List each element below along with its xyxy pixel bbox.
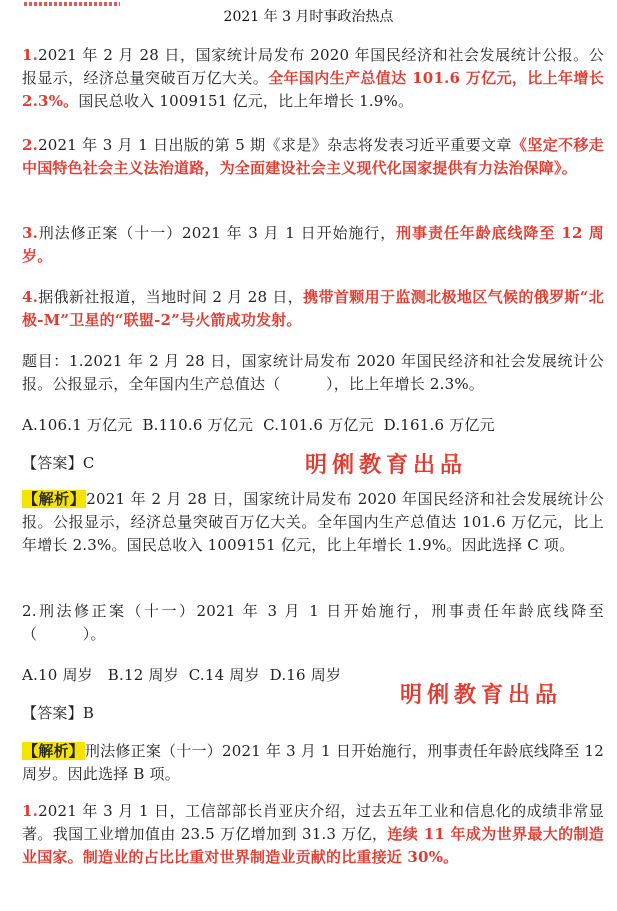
answer-value: B — [82, 704, 95, 722]
question-2-answer — [22, 702, 604, 725]
answer-value: C — [82, 454, 95, 472]
item-text: 2021 年 3 月 1 日，工信部部长肖亚庆介绍，过去五年工业和信息化的成绩非常显著。我国工业增加值由 23.5 万亿增加到 31.3 万亿， — [22, 802, 604, 843]
item-text-tail: 国民总收入 1009151 亿元，比上年增长 1.9%。 — [78, 92, 414, 110]
item-number: 2. — [22, 136, 39, 154]
question-2-analysis — [22, 740, 604, 786]
analysis-text: 2021 年 2 月 28 日，国家统计局发布 2020 年国民经济和社会发展统计公报。公报显示，经济总量突破百万亿大关。全年国内生产总值达 101.6 万亿元，比上年增长 2.3%。国民总收入 1009151 亿元，比上年增长 1.9%。因此选择 C 项。 — [22, 490, 604, 554]
question-1-analysis — [22, 488, 604, 557]
answer-label: 【答案】 — [22, 454, 83, 472]
question-1-stem: 题目：1.2021 年 2 月 28 日，国家统计局发布 2020 年国民经济和社会发展统计公报。公报显示，全年国内生产总值达（ ），比上年增长 2.3%。 — [22, 352, 604, 393]
analysis-label: 【解析】 — [23, 742, 84, 760]
analysis-text: 刑法修正案（十一）2021 年 3 月 1 日开始施行，刑事责任年龄底线降至 12 周岁。因此选择 B 项。 — [22, 742, 604, 783]
item-text: 刑法修正案（十一）2021 年 3 月 1 日开始施行， — [38, 224, 397, 242]
news-item-5 — [22, 800, 604, 869]
item-highlight: 全年国内生产总值达 101.6 万亿元，比上年增长 2.3%。 — [22, 69, 605, 110]
item-highlight: 携带首颗用于监测北极地区气候的俄罗斯“北极-M”卫星的“联盟-2”号火箭成功发射。 — [22, 288, 604, 329]
item-text: 2021 年 3 月 1 日出版的第 5 期《求是》杂志将发表习近平重要文章 — [38, 136, 512, 154]
question-2-options: A.10 周岁 B.12 周岁 C.14 周岁 D.16 周岁 — [22, 666, 342, 684]
news-item-4 — [22, 286, 604, 332]
page-title: 2021 年 3 月时事政治热点 — [223, 9, 394, 25]
analysis-label: 【解析】 — [23, 490, 86, 508]
item-highlight: 连续 11 年成为世界最大的制造业国家。制造业的占比比重对世界制造业贡献的比重接近 30%。 — [22, 825, 604, 866]
item-text: 据俄新社报道，当地时间 2 月 28 日， — [38, 288, 304, 306]
item-number: 1. — [22, 802, 39, 820]
news-item-3 — [22, 222, 604, 268]
news-item-2 — [22, 134, 604, 180]
item-text: 2021 年 2 月 28 日，国家统计局发布 2020 年国民经济和社会发展统计公报。公报显示，经济总量突破百万亿大关。 — [22, 46, 604, 87]
item-number: 3. — [22, 224, 39, 242]
item-number: 1. — [22, 46, 39, 64]
item-highlight: 刑事责任年龄底线降至 12 周岁。 — [22, 224, 604, 265]
news-item-1 — [22, 44, 604, 113]
question-1-options: A.106.1 万亿元 B.110.6 万亿元 C.101.6 万亿元 D.161.6 万亿元 — [22, 416, 495, 434]
answer-label: 【答案】 — [22, 704, 83, 722]
question-2-stem: 2.刑法修正案（十一）2021 年 3 月 1 日开始施行，刑事责任年龄底线降至（ ）。 — [22, 602, 604, 643]
watermark: 明俐教育出品 — [305, 452, 468, 478]
item-number: 4. — [22, 288, 39, 306]
item-highlight: 《坚定不移走中国特色社会主义法治道路，为全面建设社会主义现代化国家提供有力法治保障》。 — [22, 136, 604, 177]
watermark: 明俐教育出品 — [400, 682, 563, 708]
